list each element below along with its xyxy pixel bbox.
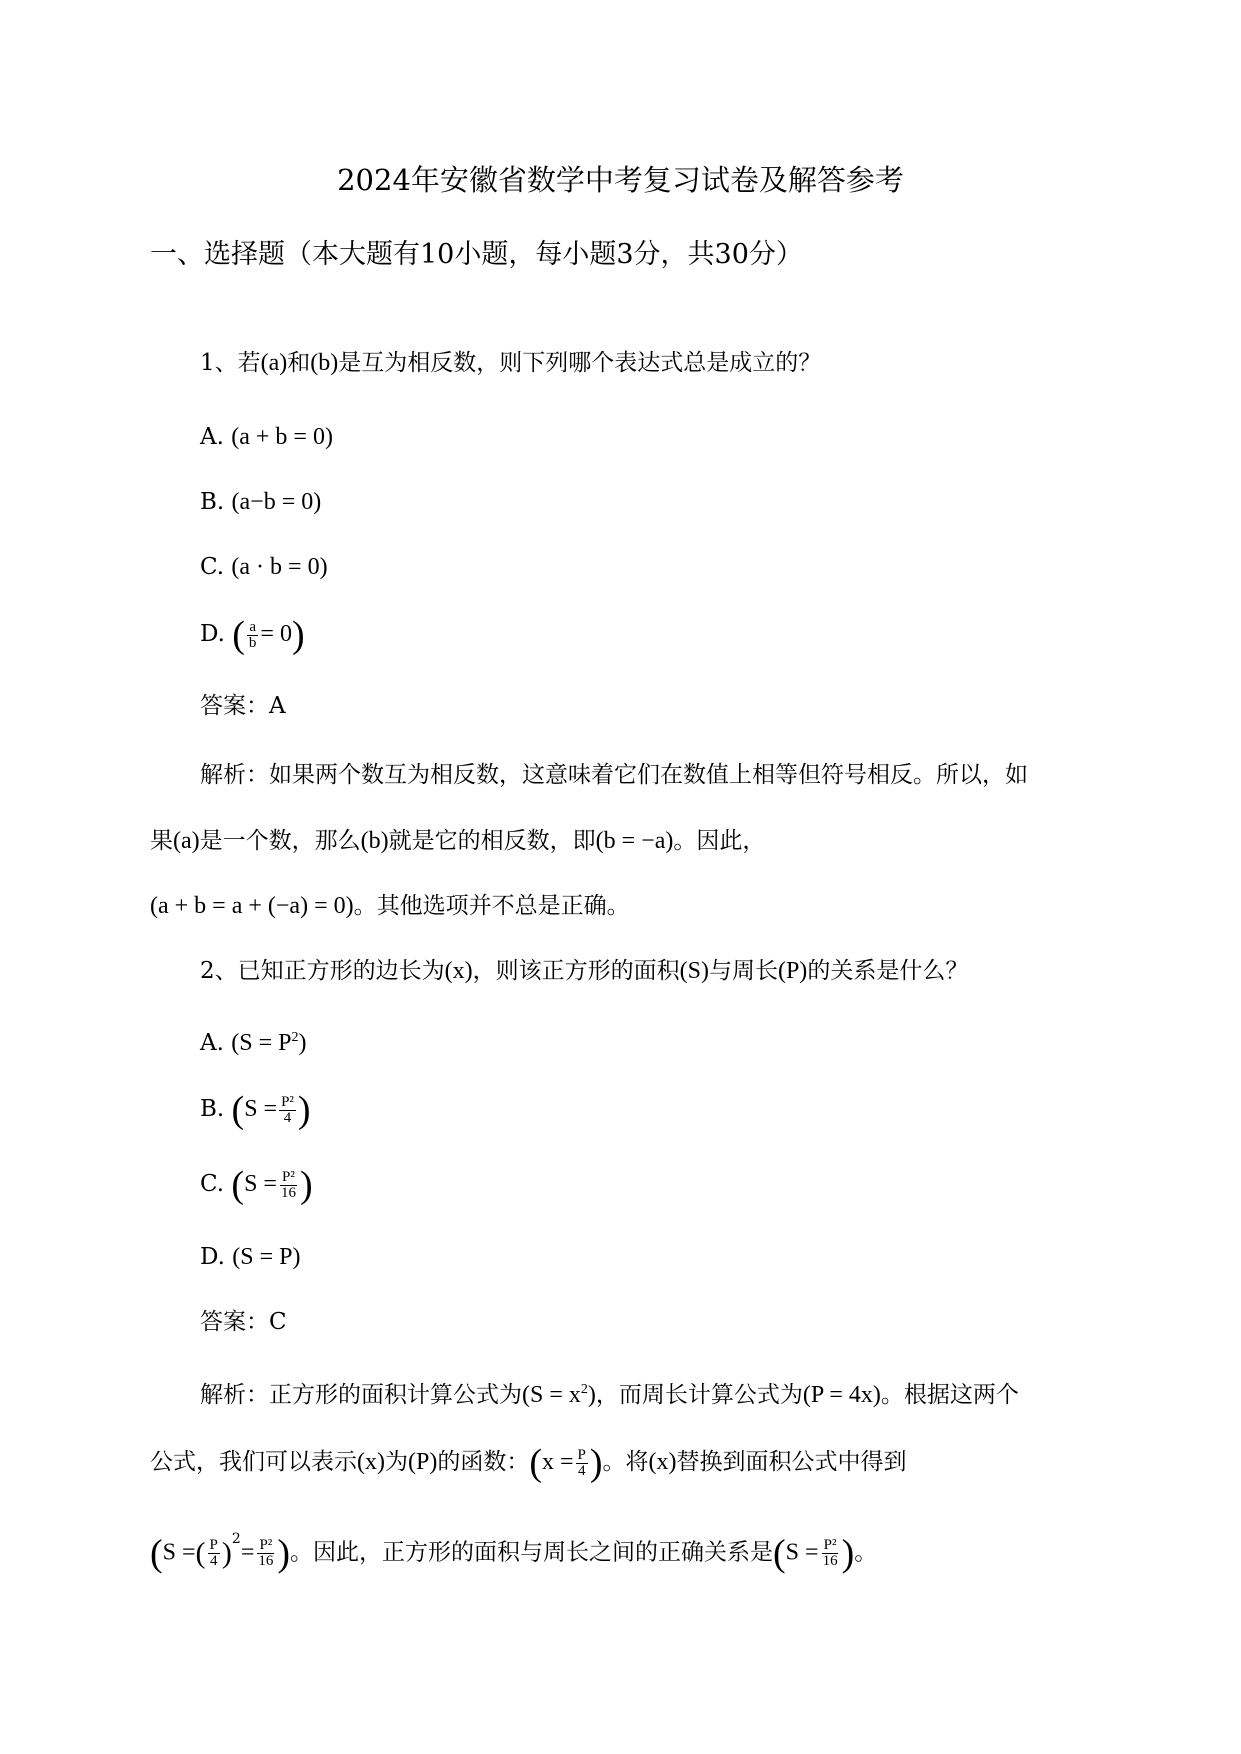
fraction: [247, 620, 259, 651]
option-math: (a−b = 0): [231, 489, 322, 515]
analysis-text: 。因此，: [673, 828, 766, 854]
numerator: P²: [823, 1537, 837, 1554]
q2-analysis-line-3: [150, 1530, 878, 1575]
analysis-text: 果: [150, 828, 173, 854]
close-paren: ): [221, 1536, 232, 1570]
open-paren: (: [773, 1532, 786, 1575]
section-heading: 一、选择题（本大题有10小题，每小题3分，共30分）: [150, 239, 803, 270]
numerator: P²: [281, 1093, 294, 1110]
exponent: 2: [291, 1030, 299, 1045]
math-part: S =: [244, 1096, 278, 1122]
analysis-text: 是一个数，那么: [199, 828, 361, 854]
math-expr: [522, 1382, 596, 1408]
question-1-stem: [200, 346, 821, 380]
q2-option-a: [200, 1021, 306, 1060]
numerator: P: [577, 1446, 586, 1463]
math-var: (x): [648, 1449, 677, 1475]
open-paren: (: [231, 1089, 245, 1131]
math-var: (P): [777, 958, 808, 984]
q1-analysis-line-1: 解析：如果两个数互为相反数，这意味着它们在数值上相等但符号相反。所以，如: [200, 762, 1028, 788]
math-part: ): [587, 1382, 596, 1408]
denominator: 4: [577, 1462, 586, 1479]
open-paren: (: [232, 614, 245, 656]
q2-analysis-line-2: [150, 1442, 907, 1484]
option-label: A.: [200, 424, 224, 450]
math-var: (S): [679, 958, 709, 984]
fraction: [208, 1538, 220, 1569]
open-paren: (: [231, 1164, 245, 1206]
fraction: [256, 1538, 275, 1569]
close-paren: ): [299, 1164, 313, 1206]
analysis-text: 。: [854, 1539, 878, 1566]
open-paren: (: [195, 1536, 206, 1570]
math-expr: (b = −a): [595, 828, 674, 854]
q2-option-b: [200, 1089, 311, 1131]
close-paren: ): [297, 1089, 311, 1131]
math-var: (b): [360, 828, 389, 854]
fraction: [821, 1538, 840, 1569]
analysis-text: 。其他选项并不总是正确。: [353, 893, 630, 919]
option-math: [231, 1030, 306, 1056]
analysis-text: 解析：正方形的面积计算公式为: [200, 1382, 522, 1408]
math-part: =: [240, 1539, 255, 1566]
stem-text: 2、已知正方形的边长为: [200, 958, 445, 984]
math-part: x =: [541, 1449, 574, 1475]
analysis-text: 的函数：: [437, 1449, 530, 1475]
fraction: [279, 1095, 296, 1126]
math-part: (S = x: [522, 1382, 581, 1408]
stem-text: 和: [287, 350, 311, 376]
q1-option-c: [200, 550, 328, 584]
q1-analysis-line-2: [150, 824, 765, 858]
close-paren: ): [841, 1532, 855, 1575]
exponent: 2: [231, 1531, 241, 1547]
analysis-text: 替换到面积公式中得到: [676, 1449, 907, 1475]
denominator: 16: [258, 1553, 274, 1570]
option-label: B.: [200, 1096, 225, 1122]
math-part: S =: [162, 1539, 196, 1566]
analysis-text: 为: [384, 1449, 408, 1475]
math-var: (a): [260, 350, 288, 376]
q1-analysis-line-3: [150, 889, 630, 923]
q1-option-d: [200, 614, 305, 656]
analysis-text: 就是它的相反数，即: [388, 828, 596, 854]
close-paren: ): [277, 1532, 291, 1575]
open-paren: (: [150, 1532, 163, 1575]
denominator: 4: [283, 1109, 292, 1126]
denominator: 16: [822, 1553, 838, 1570]
analysis-text: ，而周长计算公式为: [595, 1382, 803, 1408]
analysis-text: 。根据这两个: [880, 1382, 1019, 1408]
option-label: C.: [200, 1171, 225, 1197]
option-math: (S = P): [232, 1244, 301, 1270]
analysis-text: 公式，我们可以表示: [150, 1449, 357, 1475]
analysis-text: 。将: [602, 1449, 649, 1475]
fraction: [576, 1448, 588, 1479]
close-paren: ): [291, 614, 305, 656]
math-part: S =: [244, 1171, 277, 1197]
math-var: (x): [357, 1449, 385, 1475]
numerator: P²: [282, 1168, 295, 1185]
math-part: (S = P: [231, 1030, 292, 1056]
math-var: (P): [407, 1449, 438, 1475]
denominator: b: [248, 634, 257, 651]
option-label: D.: [200, 1244, 225, 1270]
analysis-text: 。因此，正方形的面积与周长之间的正确关系是: [290, 1539, 774, 1566]
stem-text: 与周长: [708, 958, 778, 984]
document-title: 2024年安徽省数学中考复习试卷及解答参考: [337, 163, 904, 197]
numerator: P: [209, 1537, 218, 1554]
denominator: 4: [209, 1553, 218, 1570]
option-math: = 0: [260, 621, 292, 647]
q1-option-b: [200, 485, 321, 519]
fraction: [279, 1170, 298, 1201]
math-expr: (P = 4x): [802, 1382, 881, 1408]
option-label: C.: [200, 554, 225, 580]
math-part: ): [298, 1030, 307, 1056]
option-math: (a · b = 0): [231, 554, 328, 580]
close-paren: ): [589, 1442, 603, 1484]
question-2-stem: [200, 954, 968, 988]
stem-text: 1、若: [200, 350, 261, 376]
option-label: B.: [200, 489, 225, 515]
q2-answer: 答案：C: [200, 1309, 287, 1335]
open-paren: (: [529, 1442, 542, 1484]
option-math: (a + b = 0): [231, 424, 333, 450]
denominator: 16: [280, 1184, 296, 1201]
math-part: S =: [785, 1539, 819, 1566]
numerator: a: [249, 618, 256, 635]
q1-option-a: [200, 420, 333, 454]
math-var: (x): [444, 958, 473, 984]
q2-analysis-line-1: [200, 1373, 1019, 1412]
numerator: P²: [259, 1537, 273, 1554]
q2-option-c: [200, 1164, 313, 1206]
stem-text: ，则该正方形的面积: [472, 958, 680, 984]
math-var: (b): [310, 350, 339, 376]
q1-answer: 答案：A: [200, 693, 286, 719]
exponent: 2: [580, 1382, 588, 1397]
math-expr: (a + b = a + (−a) = 0): [150, 893, 354, 919]
option-label: D.: [200, 621, 225, 647]
stem-text: 的关系是什么？: [807, 958, 969, 984]
stem-text: 是互为相反数，则下列哪个表达式总是成立的？: [338, 350, 822, 376]
option-label: A.: [200, 1030, 224, 1056]
q2-option-d: [200, 1240, 300, 1274]
math-var: (a): [173, 828, 200, 854]
